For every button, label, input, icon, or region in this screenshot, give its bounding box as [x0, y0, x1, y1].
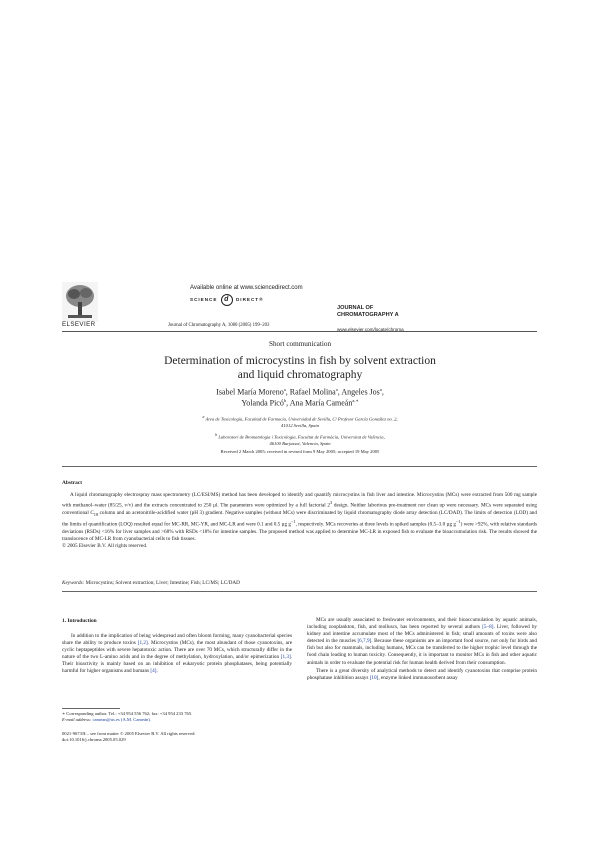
author-email-link[interactable]: camean@us.es (A.M. Cameán).	[91, 717, 152, 723]
elsevier-tree-logo	[62, 282, 98, 322]
keywords-label: Keywords:	[62, 580, 85, 586]
sciencedirect-d-icon: d	[221, 294, 233, 306]
journal-title-line2: CHROMATOGRAPHY A	[337, 311, 399, 318]
article-title-line1: Determination of microcystins in fish by solvent extraction	[164, 355, 436, 367]
footnote-rule	[62, 708, 120, 709]
citation-link[interactable]: [1,3]	[280, 654, 291, 661]
affiliation-b: $^b$ Laboratori de Bromatologia i Toxicologia, Facultat de Farmàcia, Universitat de València, 46100 Burjassot, Valencia, Spain	[215, 433, 385, 446]
abstract-body	[62, 492, 537, 550]
available-online-text[interactable]: Available online at www.sciencedirect.com	[190, 285, 303, 291]
article-title	[80, 354, 520, 382]
authors-line2: Yolanda Picó$^b$, Ana María Cameán$^{a,∗}$	[241, 398, 359, 408]
citation-link[interactable]: [6,7,9]	[357, 638, 372, 645]
section-heading-introduction: 1. Introduction	[62, 618, 97, 624]
article-type: Short communication	[268, 340, 332, 348]
article-title-line2: and liquid chromatography	[237, 369, 363, 381]
publisher-name: ELSEVIER	[62, 321, 96, 328]
intro-paragraph-2: MCs are usually associated to freshwater environments, and their bioaccumulation by aquatic animals, including zooplankton, fish, and molluscs, has been reported by several authors [5–8]. Liver, followed by kidney and intestine accumulate most of the MCs administered in fish; small amounts of toxins were also detected in the muscles [6,7,9]. Because these organisms are an important food source, not only for birds and fish but also for mammals, including humans, MCs can be transferred to the higher trophic level through the food chain leading to human toxicity. Consequently, it is important to monitor MCs in fish and other aquatic animals in order to evaluate the potential risk for human health derived from their consumption.	[307, 617, 538, 666]
abstract-copyright: © 2005 Elsevier B.V. All rights reserved.	[62, 543, 148, 550]
affiliation-a: $^a$ Area de Toxicología, Facultad de Farmacia, Universidad de Sevilla, C/ Profesor García González no. 2, 41012 Sevilla, Spain	[202, 415, 398, 428]
keywords-list: Microcystins; Solvent extraction; Liver; Intestine; Fish; LC/MS; LC/DAD	[84, 580, 240, 586]
journal-reference: Journal of Chromatography A, 1080 (2005) 199–203	[168, 323, 270, 328]
abstract-heading: Abstract	[62, 480, 83, 486]
doi-line[interactable]: doi:10.1016/j.chroma.2005.05.029	[62, 737, 126, 743]
intro-paragraph-1: In addition to the implication of being widespread and often bloom forming, many cyanobacterial species share the ability to produce toxins [1,2]. Microcystins (MCs), the most abundant of those cyanotoxins, are cyclic heptapeptides with severe hepatotoxic action. There are over 70 MCs, which structurally differ in the nature of the two L-amino acids and in the degree of methylation, hydroxylation, and/or epimerization [1,3]. Their bioactivity is mainly based on an inhibition of eukaryotic protein phosphatases, being potentially harmful for higher organisms and humans [4].	[62, 633, 293, 675]
corresponding-author-footnote: ∗ Corresponding author. Tel.: +34 954 556 762; fax: +34 954 233 765. E-mail address: camean@us.es (A.M. Cameán).	[62, 711, 193, 723]
left-column	[62, 633, 292, 676]
sciencedirect-right: DIRECT	[235, 297, 260, 303]
sciencedirect-left: SCIENCE	[190, 297, 218, 303]
author-list	[120, 387, 480, 409]
journal-title	[337, 305, 399, 318]
abstract-paragraph: A liquid chromatography electrospray mass spectrometry (LC/ESI/MS) method has been developed to identify and quantify microcystins in fish liver and intestine. Microcystins (MCs) were extracted from 500 mg sample with methanol–water (85/25, v/v) and the extracts concentrated to 250 µl. The parameters were optimized by a full factorial $2^3$ design. Neither laborious pre-treatment nor clean up were necessary. MCs were separated using conventional $C_{18}$ column and an acetonitrile-acidified water (pH 3) gradient. Negative samples (without MCs) were discriminated by liquid chromatography diode array detection (LC/DAD). The limits of detection (LOD) and the limits of quantification (LOQ) resulted equal for MC-RR, MC-YR, and MC-LR and were 0.1 and 0.5 µg $g^{-1}$, respectively. MCs recoveries at three levels in spiked samples (0.5–3.0 µg $g^{-1}$) were >92%, with relative standards deviations (RSDs) <16% for liver samples and >68% with RSDs <18% for intestine samples. The proposed method was applied to determine MC-LR in exposed fish to evaluate the bioaccumulation risk. The results showed the translocence of MC-LR from cyanobacterial cells to fish tissues.	[62, 492, 538, 542]
received-dates: Received 2 March 2005; received in revised form 9 May 2005; accepted 19 May 2005	[220, 449, 380, 454]
right-column	[307, 617, 537, 682]
sciencedirect-logo: SCIENCE d DIRECT®	[190, 294, 263, 306]
citation-link[interactable]: [5–8]	[482, 624, 494, 631]
abstract-bottom-rule	[62, 591, 537, 592]
citation-link[interactable]: [10]	[369, 674, 379, 681]
citation-link[interactable]: [4]	[150, 668, 157, 675]
citation-link[interactable]: [1,2]	[137, 640, 148, 647]
intro-paragraph-3: There is a great diversity of analytical methods to detect and identify cyanotoxins that comprise protein phosphatase inhibition assays [10], enzyme linked immunosorbent assay	[307, 667, 537, 681]
issn-line: 0021-9673/$ – see front matter © 2005 Elsevier B.V. All rights reserved.	[62, 731, 196, 736]
journal-url-link[interactable]: www.elsevier.com/locate/chroma	[337, 327, 404, 332]
issn-doi-block	[62, 731, 292, 744]
abstract-top-rule	[62, 466, 537, 467]
journal-title-line1: JOURNAL OF	[337, 305, 374, 311]
keywords	[62, 580, 537, 587]
authors-line1: Isabel María Moreno$^a$, Rafael Molina$^a$, Angeles Jos$^a$,	[216, 387, 384, 397]
header-divider	[62, 331, 537, 332]
